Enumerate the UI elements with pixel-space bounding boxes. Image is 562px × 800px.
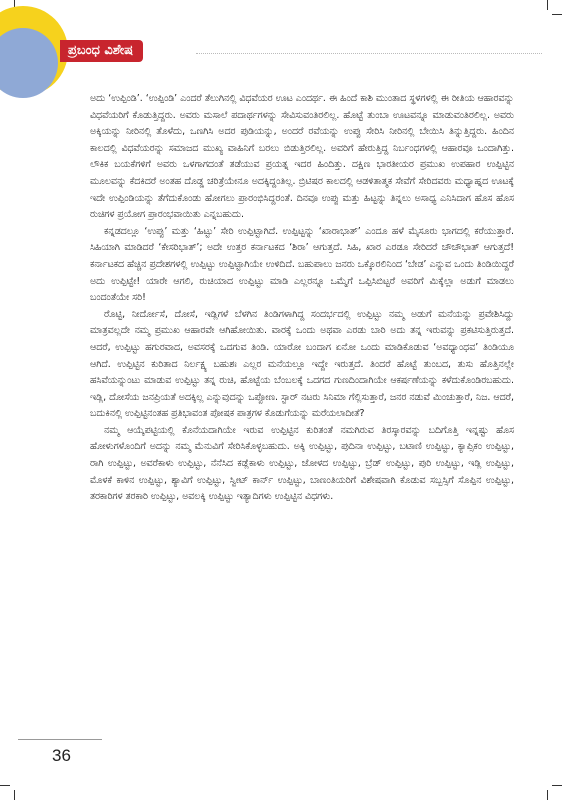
crop-mark <box>547 0 548 10</box>
footer-divider <box>18 739 102 740</box>
crop-mark <box>547 790 548 800</box>
article-paragraph: ರೊಟ್ಟಿ, ನೀರ್ದೋಸೆ, ದೋಸೆ, ಇಡ್ಲಿಗಳೆ ಬೆಳಗಿನ ತಿಂಡಿಗಳಾಗಿದ್ದ ಸಂದರ್ಭದಲ್ಲಿ ಉಪ್ಪಿಟ್ಟು ನಮ್ಮ ಅಡುಗೆ ಮನೆಯನ್ನು ಪ್ರವೇಶಿಸಿದ್ದು ಮಾತ್ರವಲ್ಲದೇ ನಮ್ಮ ಪ್ರಮುಖ ಆಹಾರವೇ ಆಗಿಹೋಯಿತು. ವಾರಕ್ಕೆ ಒಂದು ಅಥವಾ ಎರಡು ಬಾರಿ ಅದು ತನ್ನ ಇರುವನ್ನು ಪ್ರಕಟಿಸುತ್ತಿರುತ್ತದೆ. ಆದರೆ, ಉಪ್ಪಿಟ್ಟು ಹಗುರವಾದ, ಅವಸರಕ್ಕೆ ಒದಗುವ ತಿಂಡಿ. ಯಾರೋ ಬಂದಾಗ ಏನೋ ಒಂದು ಮಾಡಿಕೊಡುವ ‘ಅವಧ್ಯಾಂಧವ’ ತಿಂಡಿಯೂ ಆಗಿದೆ. ಉಪ್ಪಿಟ್ಟಿನ ಕುರಿತಾದ ನಿರ್ಲಕ್ಷ್ಯ ಬಹುಶಃ ಎಲ್ಲರ ಮನೆಯಲ್ಲೂ ಇದ್ದೇ ಇರುತ್ತದೆ. ತಿಂದರೆ ಹೊಟ್ಟೆ ತುಂಬದ, ತುಸು ಹೊತ್ತಿನಲ್ಲೇ ಹಸಿವೆಯನ್ನುಂಟು ಮಾಡುವ ಉಪ್ಪಿಟ್ಟು ತನ್ನ ರುಚಿ, ಹೊಟ್ಟೆಯ ಬೆಂಬಲಕ್ಕೆ ಒದಗದ ಗುಣದಿಂದಾಗಿಯೇ ಆಕರ್ಷಣೆಯನ್ನು ಕಳೆದುಕೊಂಡಿರಬಹುದು. ಇಡ್ಲಿ, ದೋಸೆಯ ಜನಪ್ರಿಯತೆ ಅದಕ್ಕಿಲ್ಲ ಎನ್ನುವುದನ್ನು ಒಪ್ಪೋಣ. ಸ್ಟಾರ್ ನಟರು ಸಿನಿಮಾ ಗೆಲ್ಲಿಸುತ್ತಾರೆ, ಜನರ ನಡುವೆ ಮಿಂಚುತ್ತಾರೆ, ನಿಜ. ಆದರೆ, ಬದುಕಿನಲ್ಲಿ ಉಪ್ಪಿಟ್ಟಿನಂತಹ ಪ್ರತಿಭಾವಂತ ಪೋಷಕ ಪಾತ್ರಗಳ ಕೊಡುಗೆಯನ್ನು ಮರೆಯಲಾದೀತೆ? <box>90 308 514 420</box>
article-paragraph: ಕನ್ನಡದಲ್ಲೂ ‘ಉಪ್ಪು’ ಮತ್ತು ‘ಹಿಟ್ಟು’ ಸೇರಿ ಉಪ್ಪಿಟ್ಟಾಗಿದೆ. ಉಪ್ಪಿಟ್ಟನ್ನು ‘ಖಾರಾಭಾತ್’ ಎಂದೂ ಹಳೆ ಮೈಸೂರು ಭಾಗದಲ್ಲಿ ಕರೆಯುತ್ತಾರೆ. ಸಿಹಿಯಾಗಿ ಮಾಡಿದರೆ ‘ಕೇಸರಿಭಾತ್’; ಅದೇ ಉತ್ತರ ಕರ್ನಾಟಕದ ‘ಶಿರಾ’ ಆಗುತ್ತದೆ. ಸಿಹಿ, ಖಾರ ಎರಡೂ ಸೇರಿದರೆ ಚೌಚೌಭಾತ್ ಆಗುತ್ತದೆ! ಕರ್ನಾಟಕದ ಹೆಚ್ಚಿನ ಪ್ರದೇಶಗಳಲ್ಲಿ ಉಪ್ಪಿಟ್ಟು ಉಪ್ಪಿಟ್ಟಾಗಿಯೇ ಉಳಿದಿದೆ. ಬಹುಪಾಲು ಜನರು ಒಕ್ಕೊರಲಿನಿಂದ ‘ಬೇಡ’ ಎನ್ನುವ ಒಂದು ತಿಂಡಿಯಿದ್ದರೆ ಅದು ಉಪ್ಪಿಟ್ಟೇ! ಯಾರೇ ಆಗಲಿ, ರುಚಿಯಾದ ಉಪ್ಪಿಟ್ಟು ಮಾಡಿ ಎಲ್ಲರನ್ನೂ ಒಮ್ಮೆಗೆ ಒಪ್ಪಿಸಿಬಿಟ್ಟರೆ ಅವರಿಗೆ ಮಿಕ್ಕೆಲ್ಲಾ ಅಡುಗೆ ಮಾಡಲು ಬಂದಂತೆಯೇ ಸರಿ! <box>90 225 514 304</box>
crop-mark <box>552 785 562 786</box>
crop-mark <box>552 14 562 15</box>
article-body <box>90 91 514 506</box>
page-number: 36 <box>52 746 71 765</box>
crop-mark <box>14 790 15 800</box>
header-divider <box>196 53 542 54</box>
section-title: ಪ್ರಬಂಧ ವಿಶೇಷ <box>60 40 143 62</box>
article-paragraph: ಅದು ‘ಉಪ್ಪಿಂಡಿ’. ‘ಉಪ್ಪಿಂಡಿ’ ಎಂದರೆ ತೆಲುಗಿನಲ್ಲಿ ವಿಧವೆಯರ ಊಟ ಎಂದರ್ಥ. ಈ ಹಿಂದೆ ಕಾಶಿ ಮುಂತಾದ ಸ್ಥಳಗಳಲ್ಲಿ ಈ ರೀತಿಯ ಆಹಾರವನ್ನು ವಿಧವೆಯರಿಗೆ ಕೊಡುತ್ತಿದ್ದರು. ಅವರು ಮಸಾಲೆ ಪದಾರ್ಥಗಳನ್ನು ಸೇವಿಸುವಂತಿರಲಿಲ್ಲ. ಹೊಟ್ಟೆ ತುಂಬಾ ಊಟವನ್ನೂ ಮಾಡುವಂತಿರಲಿಲ್ಲ. ಅವರು ಅಕ್ಕಿಯನ್ನು ನೀರಿನಲ್ಲಿ ತೊಳೆದು, ಒಣಗಿಸಿ ಅದರ ಪುಡಿಯನ್ನು, ಅಂದರೆ ರವೆಯನ್ನು ಉಪ್ಪು ಸೇರಿಸಿ ನೀರಿನಲ್ಲಿ ಬೇಯಿಸಿ ತಿನ್ನುತ್ತಿದ್ದರು. ಹಿಂದಿನ ಕಾಲದಲ್ಲಿ ವಿಧವೆಯರನ್ನು ಸಮಾಜದ ಮುಖ್ಯ ವಾಹಿನಿಗೆ ಬರಲು ಬಿಡುತ್ತಿರಲಿಲ್ಲ. ಅವರಿಗೆ ಹೇರುತ್ತಿದ್ದ ನಿರ್ಬಂಧಗಳಲ್ಲಿ ಆಹಾರವೂ ಒಂದಾಗಿತ್ತು. ಲೌಕಿಕ ಬಯಕೆಗಳಿಗೆ ಅವರು ಒಳಗಾಗದಂತೆ ತಡೆಯುವ ಪ್ರಯತ್ನ ಇದರ ಹಿಂದಿತ್ತು. ದಕ್ಷಿಣ ಭಾರತೀಯರ ಪ್ರಮುಖ ಉಪಹಾರ ಉಪ್ಪಿಟ್ಟಿನ ಮೂಲವನ್ನು ಕೆದಕಿದರೆ ಅಂತಹ ದೊಡ್ಡ ಚರಿತ್ರೆಯೇನೂ ಅದಕ್ಕಿದ್ದಂತಿಲ್ಲ. ಬ್ರಿಟಿಷರ ಕಾಲದಲ್ಲಿ ಆಡಳಿತಾತ್ಮಕ ಸೇವೆಗೆ ಸೇರಿದವರು ಮಧ್ಯಾಹ್ನದ ಊಟಕ್ಕೆ ಇದೇ ಉಪ್ಪಿಂಡಿಯನ್ನು ತೆಗೆದುಕೊಂಡು ಹೋಗಲು ಪ್ರಾರಂಭಿಸಿದ್ದರಂತೆ. ದಿನವೂ ಉಪ್ಪು ಮತ್ತು ಹಿಟ್ಟನ್ನು ತಿನ್ನಲು ಅಸಾಧ್ಯ ಎನಿಸಿದಾಗ ಹೊಸ ಹೊಸ ರುಚಿಗಳ ಪ್ರಯೋಗ ಪ್ರಾರಂಭವಾಯಿತು ಎನ್ನಬಹುದು. <box>90 93 514 221</box>
article-paragraph: ನಮ್ಮ ಆಯ್ಕೆಪಟ್ಟಿಯಲ್ಲಿ ಕೊನೆಯದಾಗಿಯೇ ಇರುವ ಉಪ್ಪಿಟ್ಟಿನ ಕುರಿತಂತೆ ನಮಗಿರುವ ತಿರಸ್ಕಾರವನ್ನು ಬದಿಗೊತ್ತಿ ಇನ್ನಷ್ಟು ಹೊಸ ಹೋಳುಗಳೊಂದಿಗೆ ಅದನ್ನು ನಮ್ಮ ಮೆನುವಿಗೆ ಸೇರಿಸಿಕೊಳ್ಳಬಹುದು. ಅಕ್ಕಿ ಉಪ್ಪಿಟ್ಟು, ಪುದಿನಾ ಉಪ್ಪಿಟ್ಟು, ಬಟಾಣಿ ಉಪ್ಪಿಟ್ಟು, ಕ್ಯಾಪ್ಸಿಕಂ ಉಪ್ಪಿಟ್ಟು, ರಾಗಿ ಉಪ್ಪಿಟ್ಟು, ಅವರೆಕಾಳು ಉಪ್ಪಿಟ್ಟು, ನೆನೆಸಿದ ಕಡ್ಲೆಕಾಳು ಉಪ್ಪಿಟ್ಟು, ಜೋಳದ ಉಪ್ಪಿಟ್ಟು, ಬ್ರೆಡ್ ಉಪ್ಪಿಟ್ಟು, ಪುರಿ ಉಪ್ಪಿಟ್ಟು, ಇಡ್ಲಿ ಉಪ್ಪಿಟ್ಟು, ಮೊಳಕೆ ಕಾಳಿನ ಉಪ್ಪಿಟ್ಟು, ಶ್ಯಾವಿಗೆ ಉಪ್ಪಿಟ್ಟು, ಸ್ವೀಟ್ ಕಾರ್ನ್ ಉಪ್ಪಿಟ್ಟು, ಬಾಣಂತಿಯರಿಗೆ ವಿಶೇಷವಾಗಿ ಕೊಡುವ ಸಬ್ಬಸ್ಸಿಗೆ ಸೊಪ್ಪಿನ ಉಪ್ಪಿಟ್ಟು, ತರಕಾರಿಗಳ ತರಕಾರಿ ಉಪ್ಪಿಟ್ಟು, ಅವಲಕ್ಕಿ ಉಪ್ಪಿಟ್ಟು ಇತ್ಯಾದಿಗಳು ಉಪ್ಪಿಟ್ಟಿನ ವಿಧಗಳು. <box>90 424 514 503</box>
crop-mark <box>0 785 10 786</box>
